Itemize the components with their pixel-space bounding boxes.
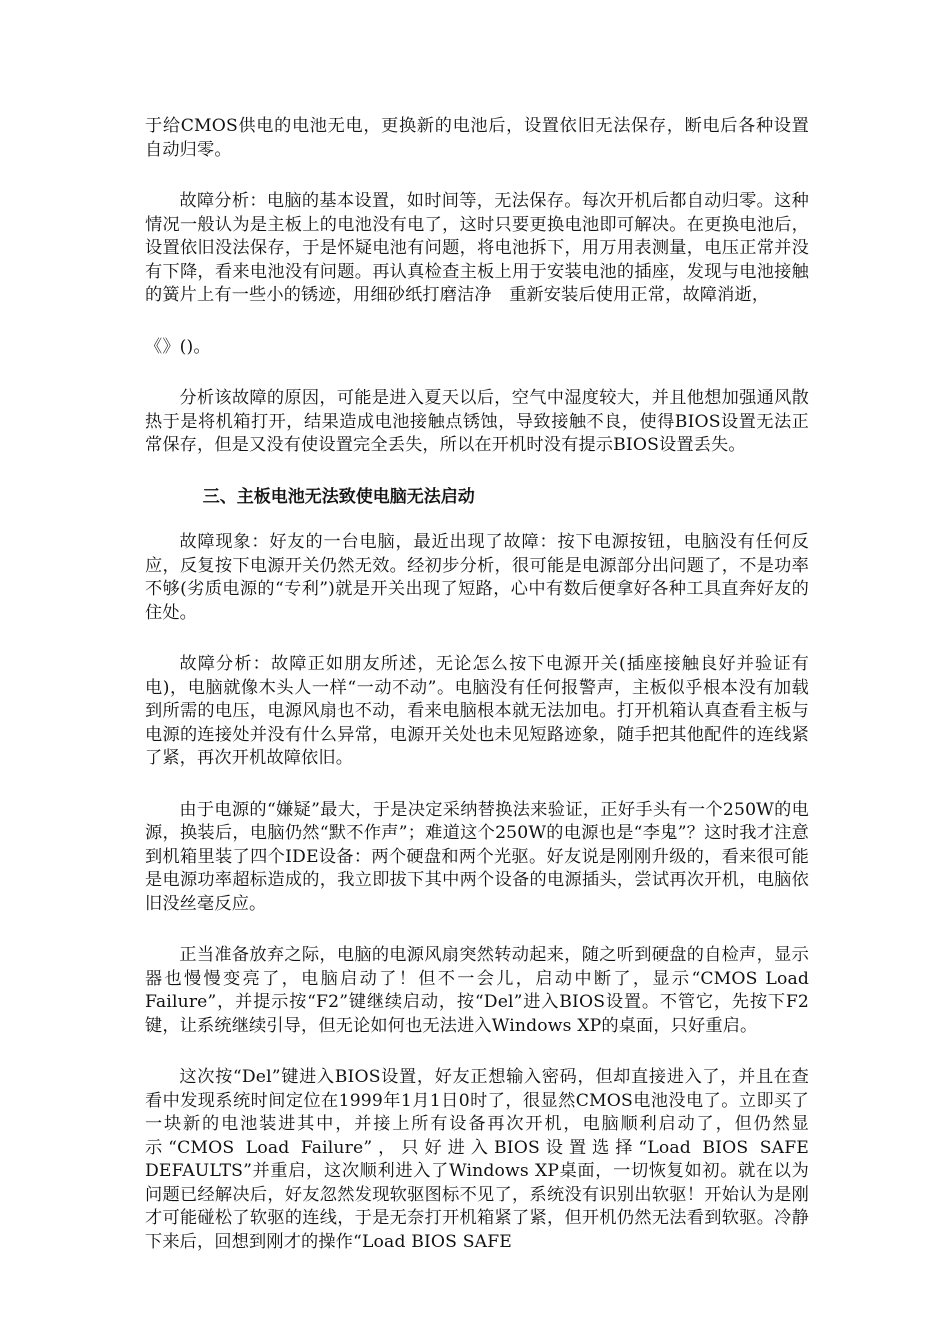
document-page xyxy=(145,115,809,1254)
paragraph-fault-analysis-1: 故障分析：电脑的基本设置，如时间等，无法保存。每次开机后都自动归零。这种情况一般认为是主板上的电池没有电了，这时只要更换电池即可解决。在更换电池后，设置依旧没法保存，于是怀疑电池有问题，将电池拆下，用万用表测量，电压正常并没有下降，看来电池没有问题。再认真检查主板上用于安装电池的插座，发现与电池接触的簧片上有一些小的锈迹，用细砂纸打磨洁净 重新安装后使用正常，故障消逝， xyxy=(145,191,809,305)
section-heading: 三、主板电池无法致使电脑无法启动 xyxy=(202,486,475,507)
paragraph-bios-setup: 这次按“Del”键进入BIOS设置，好友正想输入密码，但却直接进入了，并且在查看中发现系统时间定位在1999年1月1日0时了，很显然CMOS电池没电了。立即买了一块新的电池装进其中，并接上所有设备再次开机，电脑顺利启动了，但仍然显示“CMOS Load Failure”，只好进入BIOS设置选择“Load BIOS SAFE DEFAULTS”并重启，这次顺利进入了Windows XP桌面，一切恢复如初。就在以为问题已经解决后，好友忽然发现软驱图标不见了，系统没有识别出软驱！开始认为是刚才可能碰松了软驱的连线，于是无奈打开机箱紧了紧，但开机仍然无法看到软驱。冷静下来后，回想到刚才的操作“Load BIOS SAFE xyxy=(145,1067,809,1252)
paragraph-brackets: 《》()。 xyxy=(145,336,211,357)
paragraph-cmos-battery-continuation: 于给CMOS供电的电池无电，更换新的电池后，设置依旧无法保存，断电后各种设置自动归零。 xyxy=(145,116,809,160)
paragraph-power-supply-test: 由于电源的“嫌疑”最大，于是决定采纳替换法来验证，正好手头有一个250W的电源，换装后，电脑仍然“默不作声”；难道这个250W的电源也是“李鬼”？这时我才注意到机箱里装了四个IDE设备：两个硬盘和两个光驱。好友说是刚刚升级的，看来很可能是电源功率超标造成的，我立即拔下其中两个设备的电源插头，尝试再次开机，电脑依旧没丝毫反应。 xyxy=(145,799,809,914)
paragraph-cause-analysis: 分析该故障的原因，可能是进入夏天以后，空气中湿度较大，并且他想加强通风散热于是将机箱打开，结果造成电池接触点锈蚀，导致接触不良，使得BIOS设置无法正常保存，但是又没有使设置完全丢失，所以在开机时没有提示BIOS设置丢失。 xyxy=(145,388,809,455)
paragraph-boot-attempt: 正当准备放弃之际，电脑的电源风扇突然转动起来，随之听到硬盘的自检声，显示器也慢慢变亮了，电脑启动了！但不一会儿，启动中断了，显示“CMOS Load Failure”，并提示按“F2”键继续启动，按“Del”进入BIOS设置。不管它，先按下F2键，让系统继续引导，但无论如何也无法进入Windows XP的桌面，只好重启。 xyxy=(145,945,809,1036)
paragraph-fault-symptom: 故障现象：好友的一台电脑，最近出现了故障：按下电源按钮，电脑没有任何反应，反复按下电源开关仍然无效。经初步分析，很可能是电源部分出问题了，不是功率不够(劣质电源的“专利”)就是开关出现了短路，心中有数后便拿好各种工具直奔好友的住处。 xyxy=(145,532,809,623)
paragraph-fault-analysis-2: 故障分析：故障正如朋友所述，无论怎么按下电源开关(插座接触良好并验证有电)，电脑就像木头人一样“一动不动”。电脑没有任何报警声，主板似乎根本没有加载到所需的电压，电源风扇也不动，看来电脑根本就无法加电。打开机箱认真查看主板与电源的连接处并没有什么异常，电源开关处也未见短路迹象，随手把其他配件的连线紧了紧，再次开机故障依旧。 xyxy=(145,654,809,768)
